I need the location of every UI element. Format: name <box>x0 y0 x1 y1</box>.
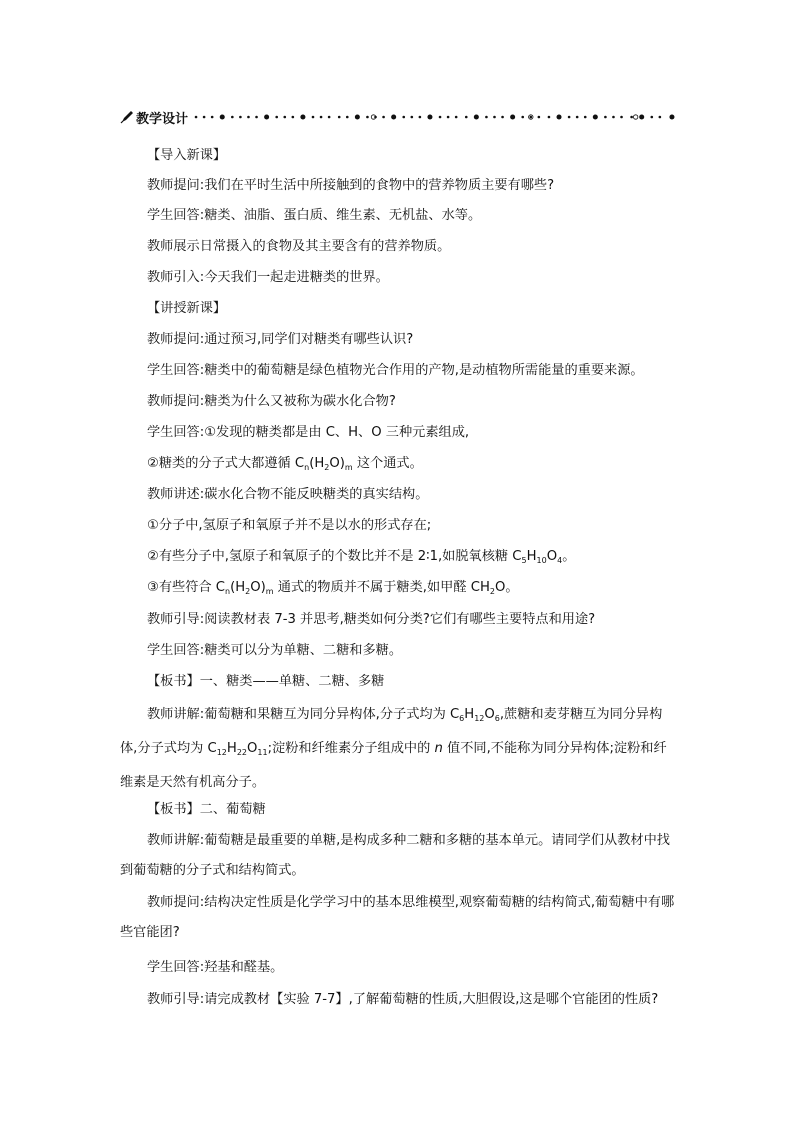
heading-new-lesson: 【讲授新课】 <box>147 301 227 316</box>
paragraph-glucose: 教师讲解:葡萄糖是最重要的单糖,是构成多种二糖和多糖的基本单元。请同学们从教材中找到葡萄糖的分子式和结构简式。 <box>120 833 670 878</box>
board-note-1: 【板书】一、糖类——单糖、二糖、多糖 <box>147 674 385 689</box>
dotted-divider <box>192 112 676 122</box>
text-line: 教师提问:我们在平时生活中所接触到的食物中的营养物质主要有哪些? <box>147 178 555 193</box>
board-note-2: 【板书】二、葡萄糖 <box>147 802 266 817</box>
formula-line: ②糖类的分子式大都遵循 $C_n(H_2O)_m$ 这个通式。 <box>147 456 423 472</box>
formula-line: ②有些分子中,氢原子和氧原子的个数比并不是 2∶1,如脱氧核糖 $C_5H_{10}O_4$。 <box>147 549 576 565</box>
text-line: 学生回答:羟基和醛基。 <box>147 960 284 975</box>
text-line: 教师引导:阅读教材表 7-3 并思考,糖类如何分类?它们有哪些主要特点和用途? <box>147 612 596 627</box>
pen-icon <box>120 110 134 124</box>
text-line: 学生回答:糖类可以分为单糖、二糖和多糖。 <box>147 643 403 658</box>
formula-line: ③有些符合 $C_n(H_2O)_m$ 通式的物质并不属于糖类,如甲醛 $CH_2O$。 <box>147 580 519 596</box>
paragraph-isomers: 教师讲解:葡萄糖和果糖互为同分异构体,分子式均为 $C_6H_{12}O_6$,蔗糖和麦芽糖互为同分异构体,分子式均为 $C_{12}H_{22}O_{11}$;淀粉和纤维素分子组成中的 n 值不同,不能称为同分异构体;淀粉和纤维素是天然有机高分子。 <box>120 707 667 790</box>
text-line: 教师讲述:碳水化合物不能反映糖类的真实结构。 <box>147 487 429 502</box>
text-line: 学生回答:①发现的糖类都是由 C、H、O 三种元素组成, <box>147 425 470 440</box>
text-line: 教师引入:今天我们一起走进糖类的世界。 <box>147 270 389 285</box>
paragraph-functional-groups: 教师提问:结构决定性质是化学学习中的基本思维模型,观察葡萄糖的结构简式,葡萄糖中有哪些官能团? <box>120 895 675 940</box>
text-line: 教师提问:通过预习,同学们对糖类有哪些认识? <box>147 332 414 347</box>
section-title: 教学设计 <box>136 111 189 127</box>
text-line: 教师提问:糖类为什么又被称为碳水化合物? <box>147 394 396 409</box>
text-line: 学生回答:糖类、油脂、蛋白质、维生素、无机盐、水等。 <box>147 208 482 223</box>
text-line: ①分子中,氢原子和氧原子并不是以水的形式存在; <box>147 518 432 533</box>
text-line: 学生回答:糖类中的葡萄糖是绿色植物光合作用的产物,是动植物所需能量的重要来源。 <box>147 363 644 378</box>
section-header <box>120 108 676 126</box>
text-line: 教师引导:请完成教材【实验 7-7】,了解葡萄糖的性质,大胆假设,这是哪个官能团的性质? <box>147 992 659 1007</box>
text-line: 教师展示日常摄入的食物及其主要含有的营养物质。 <box>147 239 451 254</box>
heading-intro: 【导入新课】 <box>147 148 227 163</box>
